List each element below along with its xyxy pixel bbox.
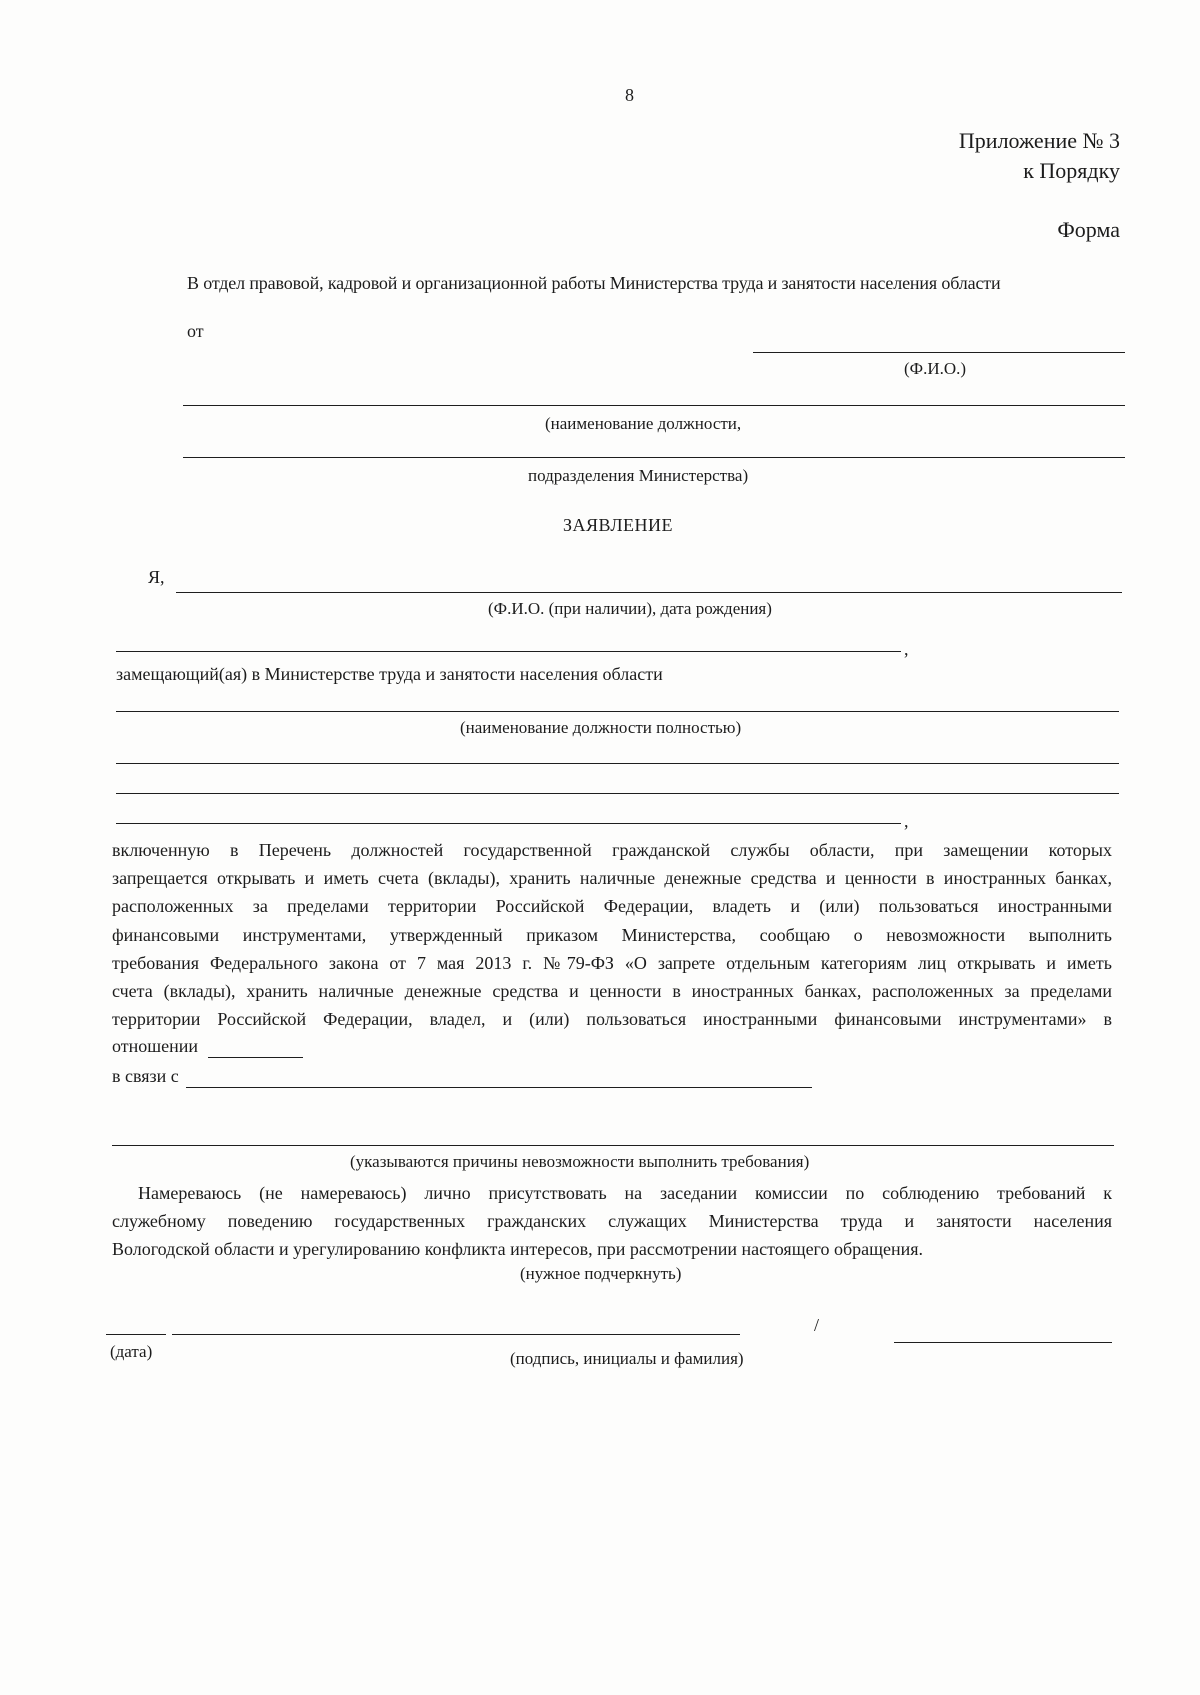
reasons-line [112,1145,1114,1146]
comma-1: , [904,639,909,659]
in-relation-line [208,1057,303,1058]
comma-2: , [904,811,909,831]
i-label: Я, [148,567,165,587]
applicant-fio-line [176,592,1122,593]
intent-paragraph [112,1179,1112,1264]
full-position-line-2 [116,763,1119,764]
date-line [106,1334,166,1335]
addressee-text: В отдел правовой, кадровой и организационной работы Министерства труда и занятости населения области [187,273,1001,293]
because-of-label: в связи с [112,1066,179,1086]
position-line [183,405,1125,406]
applicant-extra-line [116,651,901,652]
because-of-line [186,1087,812,1088]
main-line: включенную в Перечень должностей государственной гражданской службы области, при замещении которых [112,840,1112,860]
order-label: к Порядку [1023,158,1120,183]
main-line: финансовыми инструментами, утвержденный приказом Министерства, сообщаю о невозможности выполнить [112,924,1112,945]
intent-line: Намереваюсь (не намереваюсь) лично присутствовать на заседании комиссии по соблюдению требований к [138,1183,1112,1203]
main-paragraph [112,836,1112,1033]
full-position-line-4 [116,823,901,824]
form-label: Форма [1057,217,1120,242]
department-line [183,457,1125,458]
signature-slash: / [814,1315,820,1335]
department-caption: подразделения Министерства) [528,466,749,485]
fio-caption: (Ф.И.О.) [904,359,967,378]
underline-note: (нужное подчеркнуть) [520,1264,682,1283]
main-line: требования Федерального закона от 7 мая 2013 г. №79-ФЗ «О запрете отдельным категориям лиц открывать и иметь [112,952,1112,973]
in-relation-label: отношении [112,1036,199,1056]
appendix-label: Приложение № 3 [958,128,1120,153]
fio-birth-caption: (Ф.И.О. (при наличии), дата рождения) [488,599,772,618]
fio-line [753,352,1125,353]
page-number: 8 [625,85,634,105]
intent-line: Вологодской области и урегулированию конфликта интересов, при рассмотрении настоящего обращения. [112,1239,924,1260]
main-line: расположенных за пределами территории Российской Федерации, владеть и (или) пользоваться иностранными [112,896,1112,917]
main-line: территории Российской Федерации, владел, и (или) пользоваться иностранными финансовыми инструментами» в [112,1009,1112,1030]
initials-line [894,1342,1112,1343]
position-caption: (наименование должности, [545,414,742,433]
reasons-caption: (указываются причины невозможности выполнить требования) [350,1152,810,1171]
main-line: счета (вклады), хранить наличные денежные средства и ценности в иностранных банках, расположенных за пределами [112,981,1112,1002]
document-title: ЗАЯВЛЕНИЕ [563,515,674,535]
full-position-line-1 [116,711,1119,712]
from-label: от [187,321,204,341]
signature-caption: (подпись, инициалы и фамилия) [510,1349,744,1368]
intent-line: служебному поведению государственных гражданских служащих Министерства труда и занятости населения [112,1211,1112,1232]
full-position-caption: (наименование должности полностью) [460,718,742,737]
full-position-line-3 [116,793,1119,794]
signature-line [172,1334,740,1335]
main-line: запрещается открывать и иметь счета (вклады), хранить наличные денежные средства и ценности в иностранных банках, [112,868,1112,889]
holding-text: замещающий(ая) в Министерстве труда и занятости населения области [116,664,663,684]
date-caption: (дата) [110,1342,153,1361]
